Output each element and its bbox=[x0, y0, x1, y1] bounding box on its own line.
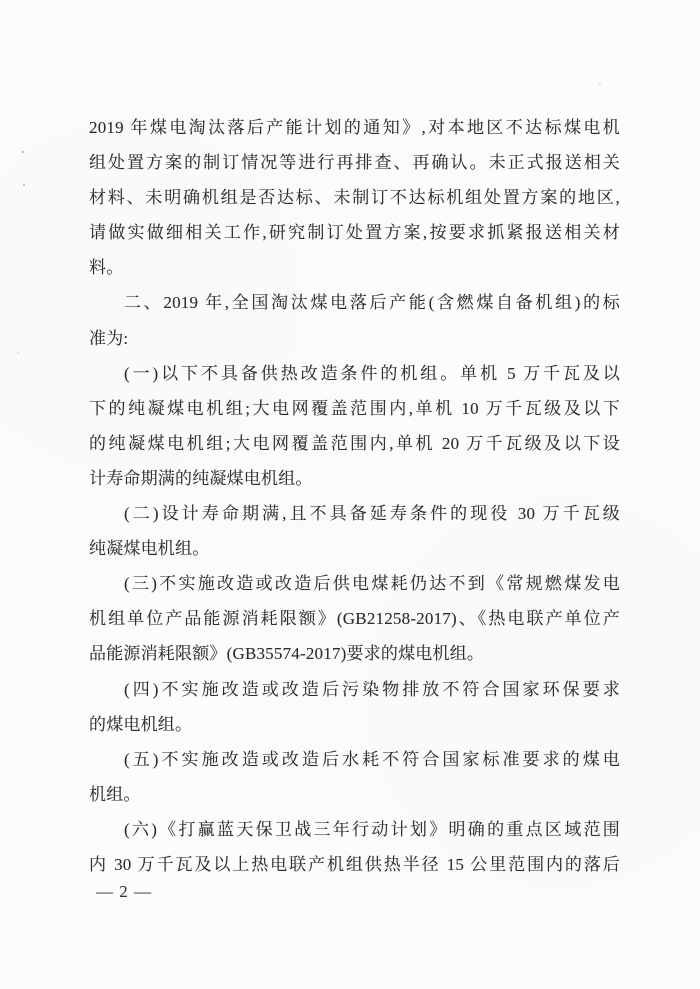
scan-speck bbox=[22, 151, 24, 153]
text-line: (二)设计寿命期满,且不具备延寿条件的现役 30 万千瓦级 bbox=[124, 504, 620, 524]
page-number: — 2 — bbox=[96, 882, 152, 901]
text-line: 二、2019 年,全国淘汰煤电落后产能(含燃煤自备机组)的标 bbox=[124, 293, 620, 313]
text-line: (四)不实施改造或改造后污染物排放不符合国家环保要求 bbox=[124, 679, 620, 699]
text-line: 准为: bbox=[89, 328, 129, 348]
text-line: 2019 年煤电淘汰落后产能计划的通知》,对本地区不达标煤电机 bbox=[89, 118, 620, 137]
text-line: 材料、未明确机组是否达标、未制订不达标机组处置方案的地区, bbox=[89, 188, 620, 208]
text-line: 纯凝煤电机组。 bbox=[89, 539, 210, 559]
scan-speck bbox=[17, 352, 19, 354]
document-body bbox=[89, 110, 620, 882]
text-line: (五)不实施改造或改造后水耗不符合国家标准要求的煤电 bbox=[124, 749, 620, 769]
text-line: 计寿命期满的纯凝煤电机组。 bbox=[89, 468, 313, 488]
text-line: 组处置方案的制订情况等进行再排查、再确认。未正式报送相关 bbox=[89, 153, 620, 173]
text-line: 的纯凝煤电机组;大电网覆盖范围内,单机 20 万千瓦级及以下设 bbox=[89, 433, 620, 453]
text-line: 内 30 万千瓦及以上热电联产机组供热半径 15 公里范围内的落后 bbox=[89, 854, 620, 874]
scan-speck bbox=[598, 83, 601, 86]
text-line: 下的纯凝煤电机组;大电网覆盖范围内,单机 10 万千瓦级及以下 bbox=[89, 398, 620, 418]
scan-speck bbox=[23, 184, 25, 186]
text-line: 料。 bbox=[89, 258, 124, 278]
text-line: 机组。 bbox=[89, 784, 141, 804]
text-line: (三)不实施改造或改造后供电煤耗仍达不到《常规燃煤发电 bbox=[124, 574, 620, 594]
text-line: 机组单位产品能源消耗限额》(GB21258-2017)、《热电联产单位产 bbox=[89, 609, 620, 629]
text-line: 的煤电机组。 bbox=[89, 714, 193, 734]
text-line: (一)以下不具备供热改造条件的机组。单机 5 万千瓦及以 bbox=[124, 363, 620, 383]
text-line: 品能源消耗限额》(GB35574-2017)要求的煤电机组。 bbox=[89, 644, 485, 664]
text-line: (六)《打赢蓝天保卫战三年行动计划》明确的重点区域范围 bbox=[124, 819, 620, 839]
text-line: 请做实做细相关工作,研究制订处置方案,按要求抓紧报送相关材 bbox=[89, 223, 620, 243]
